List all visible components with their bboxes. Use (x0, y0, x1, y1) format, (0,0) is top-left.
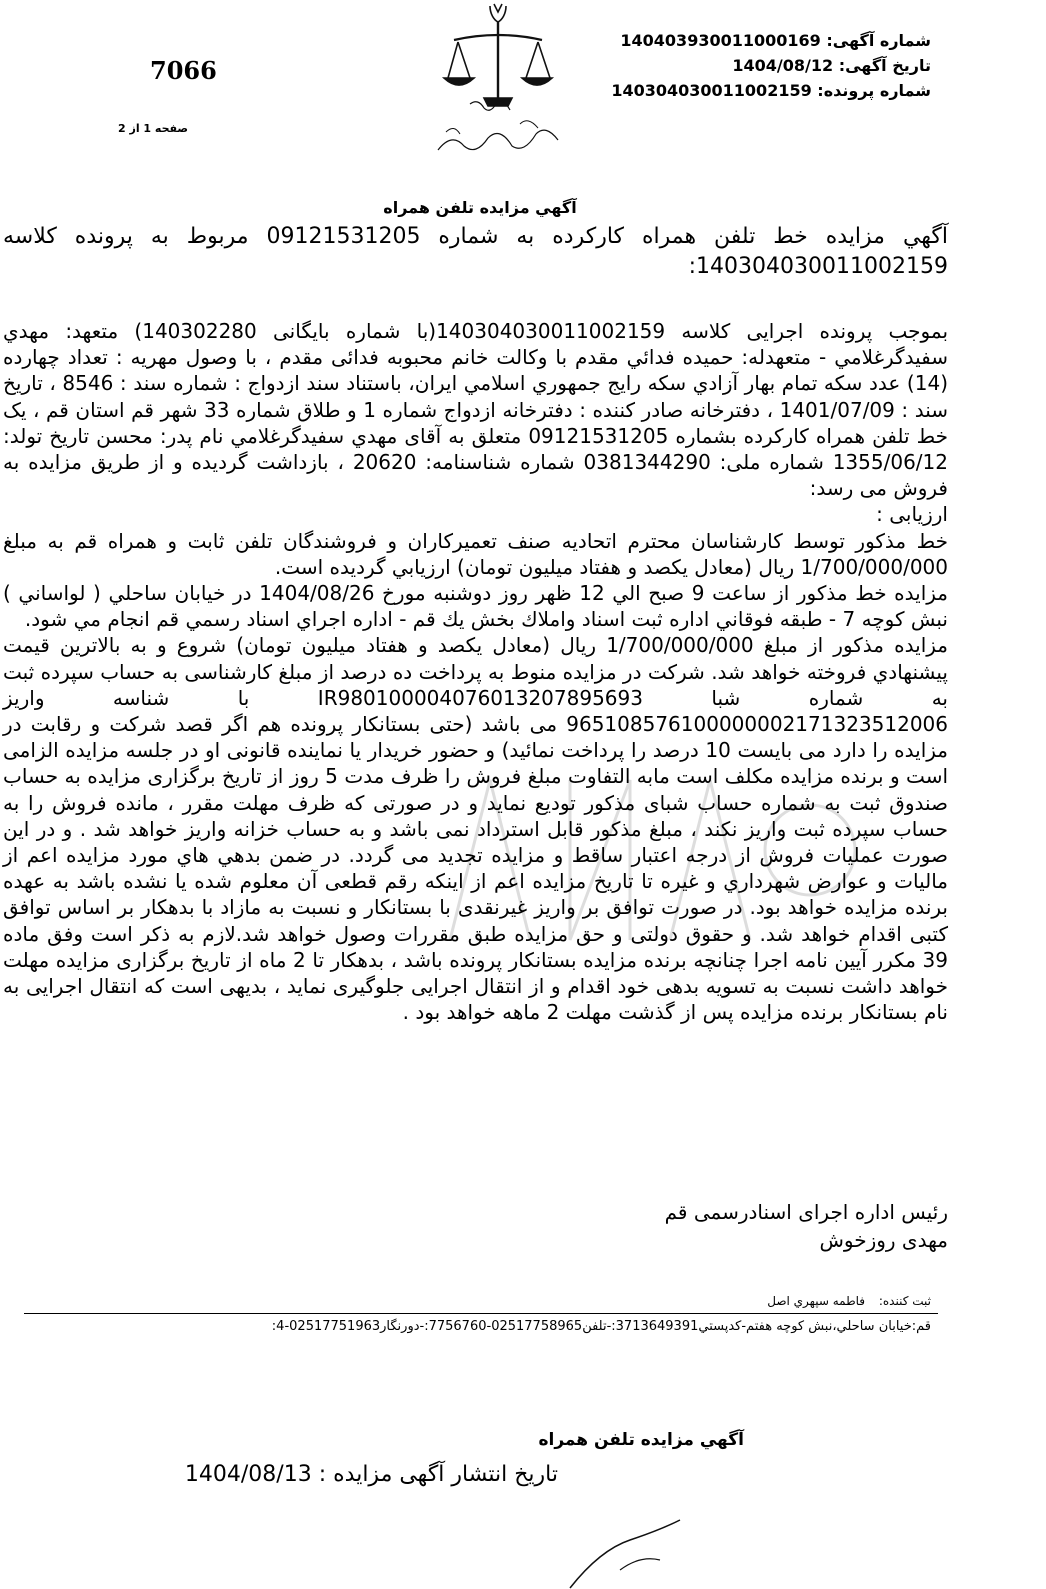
judiciary-emblem-icon (418, 0, 578, 160)
case-number-value: 140304030011002159 (611, 81, 812, 100)
ad-date-row (601, 53, 931, 78)
page-indicator: صفحه 1 از 2 (118, 122, 189, 135)
body-paragraph-appraisal-label: ارزیابی : (876, 502, 948, 527)
notice-title: آگهي مزايده تلفن همراه (383, 198, 577, 217)
body-paragraph-terms: مزايده مذكور از مبلغ 1/700/000/000 ریال (معادل یکصد و هفتاد میلیون تومان) شروع و به بالاترين قيمت پيشنهادي فروخته خواهد شد. شرکت در مزایده منوط به پرداخت ده درصد از مبلغ کارشناسی به حساب سپرده ثبت به شماره شبا IR980100004076013207895693 با شناسه واریز 965108576100000002171323512006 می باشد (حتی بستانکار پرونده هم اگر قصد شرکت و رقابت در مزایده را دارد می بایست 10 درصد را پرداخت نمائید) و حضور خریدار یا نماینده قانونی او در جلسه مزایده الزامی است و برنده مزایده مکلف است مابه التفاوت مبلغ فروش را ظرف مدت 5 روز از تاریخ برگزاری مزایده به حساب صندوق ثبت به شماره حساب شبای مذکور تودیع نماید و در صورتی که ظرف مهلت مقرر ، مانده فروش را به حساب سپرده ثبت واریز نکند ، مبلغ مذکور قابل استرداد نمی باشد و به حساب خزانه واریز خواهد شد . و در این صورت عملیات فروش از درجه اعتبار ساقط و مزایده تجدید می گردد. در ضمن بدهي هاي مورد مزايده اعم از ماليات و عوارض شهرداري و غيره تا تاريخ مزايده اعم از اینکه رقم قطعی آن معلوم شده یا نشده باشد به عهده برنده مزایده خواهد بود. در صورت توافق بر واریز غیرنقدی با بستانکار و نسبت به مازاد با بدهکار بر اساس توافق کتبی اقدام خواهد شد. و حقوق دولتی و حق مزایده طبق مقررات وصول خواهد شد.لازم به ذکر است وفق ماده 39 مکرر آیین نامه اجرا چنانچه برنده مزایده بستانکار پرونده باشد ، بدهکار تا 2 ماه از تاریخ برگزاری مزایده مهلت خواهد داشت نسبت به تسویه بدهی خود اقدام و از انتقال اجرایی جلوگیری نماید ، بدیهی است که انتقال اجرایی به نام بستانکار برنده مزایده پس از گذشت مهلت 2 ماهه خواهد بود . (3, 633, 949, 1025)
body-paragraph-case: بموجب پرونده اجرایی کلاسه 140304030011002159(با شماره بایگانی 140302280) متعهد: مهدي سفيدگرغلامي - متعهدله: حميده فدائي مقدم با وكالت خانم محبوبه فدائی مقدم ، با وصول مهريه : تعداد چهارده (14) عدد سكه تمام بهار آزادي سكه رايج جمهوري اسلامي ايران، باستناد سند ازدواج : شماره سند : 8546 ، تاریخ سند : 1401/07/09 ، دفترخانه صادر کننده : دفترخانه ازدواج شماره 1 و طلاق شماره 33 شهر قم استان قم ، یک خط تلفن همراه کارکرده بشماره 09121531205 متعلق به آقای مهدي سفيدگرغلامي نام پدر: محسن تاريخ تولد: 1355/06/12 شماره ملی: 0381344290 شماره شناسنامه: 20620 ، بازداشت گردیده و از طریق مزایده به فروش می رسد: (3, 319, 949, 501)
signature-name: مهدی روزخوش (819, 1228, 948, 1252)
registrar-label: ثبت کننده: (878, 1294, 931, 1308)
header-info (601, 28, 931, 103)
notice-intro: آگهي مزايده خط تلفن همراه كاركرده به شماره 09121531205 مربوط به پرونده كلاسه 140304030011002159: (3, 224, 949, 279)
signature-block (665, 1198, 948, 1254)
ad-number-value: 140403930011000169 (620, 31, 821, 50)
footer-divider (24, 1313, 938, 1314)
ad-date-label: تاریخ آگهی: (838, 56, 931, 75)
case-number-label: شماره پرونده: (817, 81, 931, 100)
signature-title: رئیس اداره اجرای اسنادرسمی قم (664, 1200, 948, 1224)
doc-number: 7066 (150, 56, 217, 85)
case-number-row (601, 78, 931, 103)
body-paragraph-appraisal: خط مذکور توسط کارشناسان محترم اتحادیه صنف تعمیرکاران و فروشندگان تلفن ثابت و همراه قم به مبلغ 1/700/000/000 ریال (معادل یکصد و هفتاد میلیون تومان) ارزيابي گرديده است. (3, 528, 948, 579)
ad-number-row (601, 28, 931, 53)
body-paragraph-schedule: مزايده خط مذكور از ساعت 9 صبح الي 12 ظهر روز دوشنبه مورخ 1404/08/26 در خيابان ساحلي ( لواساني ) نبش كوچه 7 - طبقه فوقاني اداره ثبت اسناد واملاك بخش يك قم - اداره اجراي اسناد رسمي قم انجام مي شود. (3, 581, 948, 632)
ad-number-label: شماره آگهی: (826, 31, 931, 50)
registrar-name: فاطمه سپهري اصل (767, 1294, 866, 1308)
notice-body (3, 318, 948, 1025)
handwritten-signature-icon (560, 1510, 720, 1589)
footer-address: قم:خيابان ساحلي،نبش كوچه هفتم-كدپستي3713649391:-تلفن02517758965-7756760:-دورنگار02517751963-4: (271, 1319, 931, 1334)
publication-date: تاریخ انتشار آگهی مزایده : 1404/08/13 (184, 1462, 558, 1487)
registrar (767, 1294, 931, 1308)
ad-date-value: 1404/08/12 (732, 56, 834, 75)
second-notice-title: آگهي مزايده تلفن همراه (538, 1430, 744, 1450)
